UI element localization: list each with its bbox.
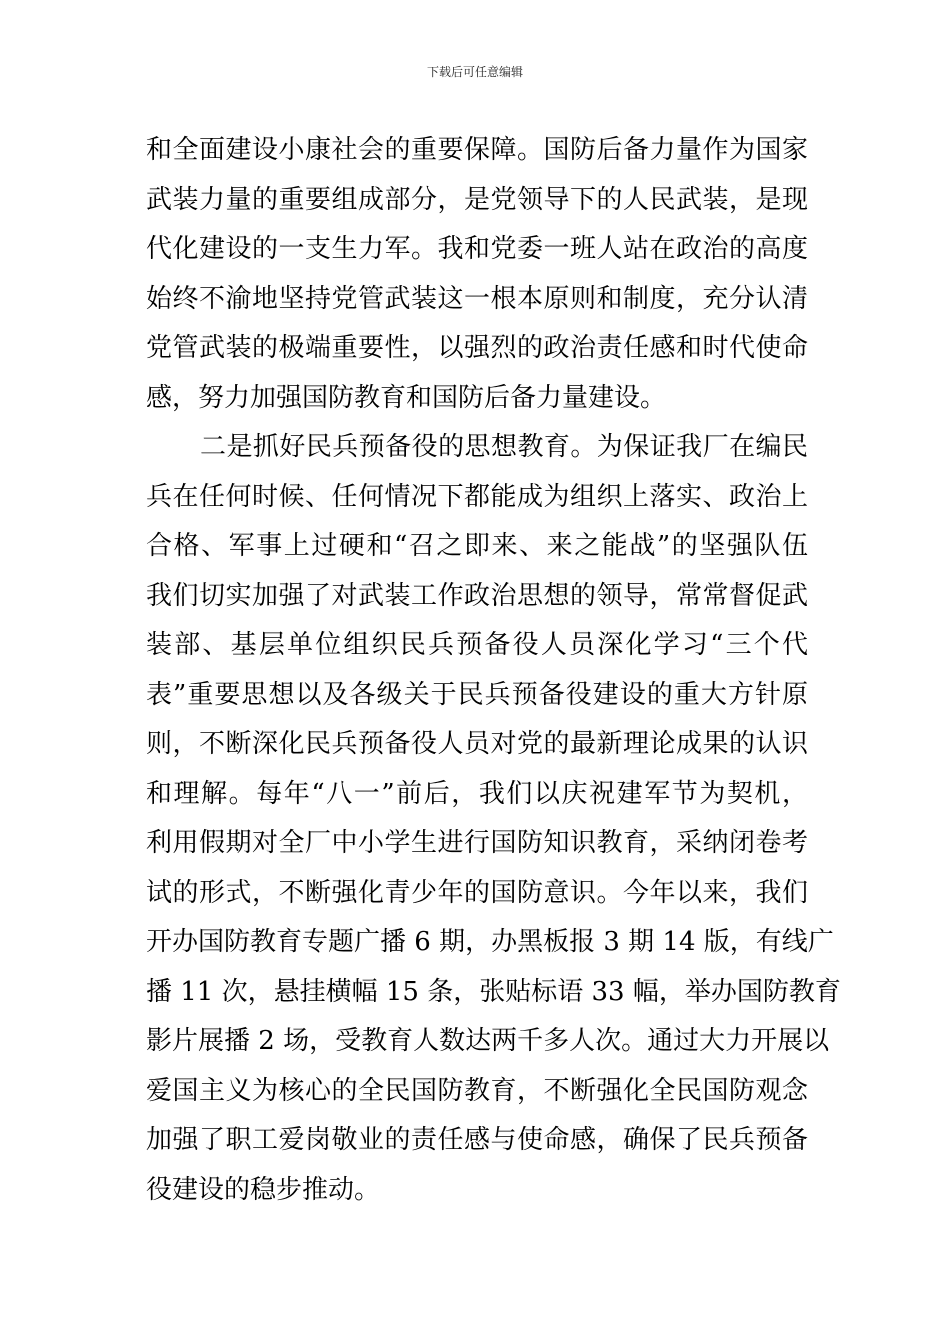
paragraph-line: 和全面建设小康社会的重要保障。国防后备力量作为国家: [146, 135, 808, 165]
paragraph-line: 代化建设的一支生力军。我和党委一班人站在政治的高度: [146, 234, 808, 264]
paragraph-line: 播 11 次，悬挂横幅 15 条，张贴标语 33 幅，举办国防教育: [146, 976, 841, 1007]
paragraph-line: 利用假期对全厂中小学生进行国防知识教育，采纳闭卷考: [146, 828, 808, 858]
paragraph-line: 加强了职工爱岗敬业的责任感与使命感，确保了民兵预备: [146, 1125, 808, 1155]
paragraph-line: 合格、军事上过硬和“召之即来、来之能战”的坚强队伍: [146, 531, 808, 561]
paragraph-line: 装部、基层单位组织民兵预备役人员深化学习“三个代: [146, 630, 808, 660]
paragraph-line: 则，不断深化民兵预备役人员对党的最新理论成果的认识: [146, 729, 808, 759]
document-body: [146, 126, 841, 1215]
paragraph-line: 试的形式，不断强化青少年的国防意识。今年以来，我们: [146, 877, 808, 908]
paragraph-line: 感，努力加强国防教育和国防后备力量建设。: [146, 382, 667, 413]
paragraph-line: 开办国防教育专题广播 6 期，办黑板报 3 期 14 版，有线广: [146, 927, 834, 957]
paragraph: [146, 423, 841, 1215]
paragraph-line: 和理解。每年“八一”前后，我们以庆祝建军节为契机，: [146, 778, 808, 809]
paragraph-line: 二是抓好民兵预备役的思想教育。为保证我厂在编民: [200, 432, 808, 462]
paragraph-line: 始终不渝地坚持党管武装这一根本原则和制度，充分认清: [146, 283, 808, 314]
paragraph-line: 表”重要思想以及各级关于民兵预备役建设的重大方针原: [146, 679, 808, 710]
paragraph-line: 党管武装的极端重要性，以强烈的政治责任感和时代使命: [146, 333, 808, 363]
paragraph-line: 武装力量的重要组成部分，是党领导下的人民武装，是现: [146, 184, 808, 215]
paragraph-line: 影片展播 2 场，受教育人数达两千多人次。通过大力开展以: [146, 1026, 830, 1056]
paragraph-line: 我们切实加强了对武装工作政治思想的领导，常常督促武: [146, 580, 808, 611]
paragraph: [146, 126, 808, 423]
paragraph-line: 爱国主义为核心的全民国防教育，不断强化全民国防观念: [146, 1075, 808, 1106]
page-header: 下载后可任意编辑: [426, 65, 523, 79]
paragraph-line: 兵在任何时候、任何情况下都能成为组织上落实、政治上: [146, 481, 808, 512]
paragraph-line: 役建设的稳步推动。: [146, 1174, 381, 1205]
